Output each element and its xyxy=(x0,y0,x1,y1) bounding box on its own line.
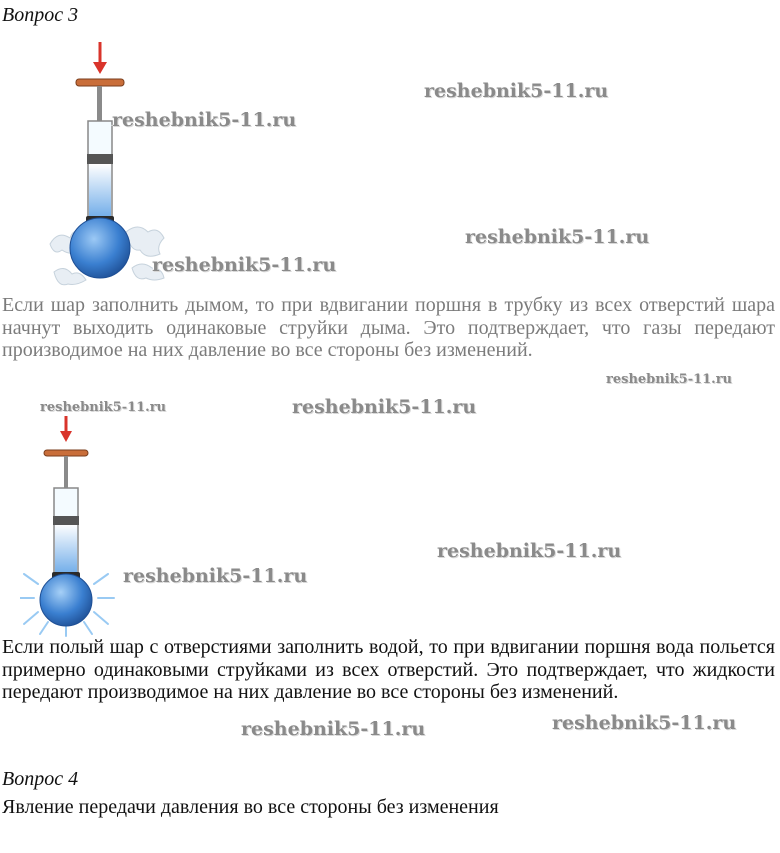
pascal-ball-water-icon xyxy=(20,412,130,637)
watermark: reshebnik5-11.ru xyxy=(437,540,622,562)
watermark: reshebnik5-11.ru xyxy=(606,372,733,387)
watermark: reshebnik5-11.ru xyxy=(123,565,308,587)
watermark: reshebnik5-11.ru xyxy=(241,718,426,740)
question-4-answer: Явление передачи давления во все стороны без изменения xyxy=(2,796,499,818)
question-3-paragraph-smoke: Если шар заполнить дымом, то при вдвигании поршня в трубку из всех отверстий шара начнут выходить одинаковые струйки дыма. Это подтверждает, что газы передают производимое на них давление во все стороны без изменений. xyxy=(2,294,775,361)
figure-water-apparatus xyxy=(20,412,130,637)
watermark: reshebnik5-11.ru xyxy=(40,400,167,415)
question-3-heading: Вопрос 3 xyxy=(2,4,79,26)
watermark: reshebnik5-11.ru xyxy=(292,396,477,418)
watermark: reshebnik5-11.ru xyxy=(112,109,297,131)
pascal-ball-smoke-icon xyxy=(40,36,190,286)
watermark: reshebnik5-11.ru xyxy=(552,712,737,734)
figure-smoke-apparatus xyxy=(40,36,190,286)
watermark: reshebnik5-11.ru xyxy=(152,254,337,276)
watermark: reshebnik5-11.ru xyxy=(465,226,650,248)
watermark: reshebnik5-11.ru xyxy=(424,80,609,102)
question-3-paragraph-water: Если полый шар с отверстиями заполнить водой, то при вдвигании поршня вода польется примерно одинаковыми струйками из всех отверстий. Это подтверждает, что жидкости передают производимое на них давление во все стороны без изменений. xyxy=(2,636,775,703)
question-4-heading: Вопрос 4 xyxy=(2,768,79,790)
